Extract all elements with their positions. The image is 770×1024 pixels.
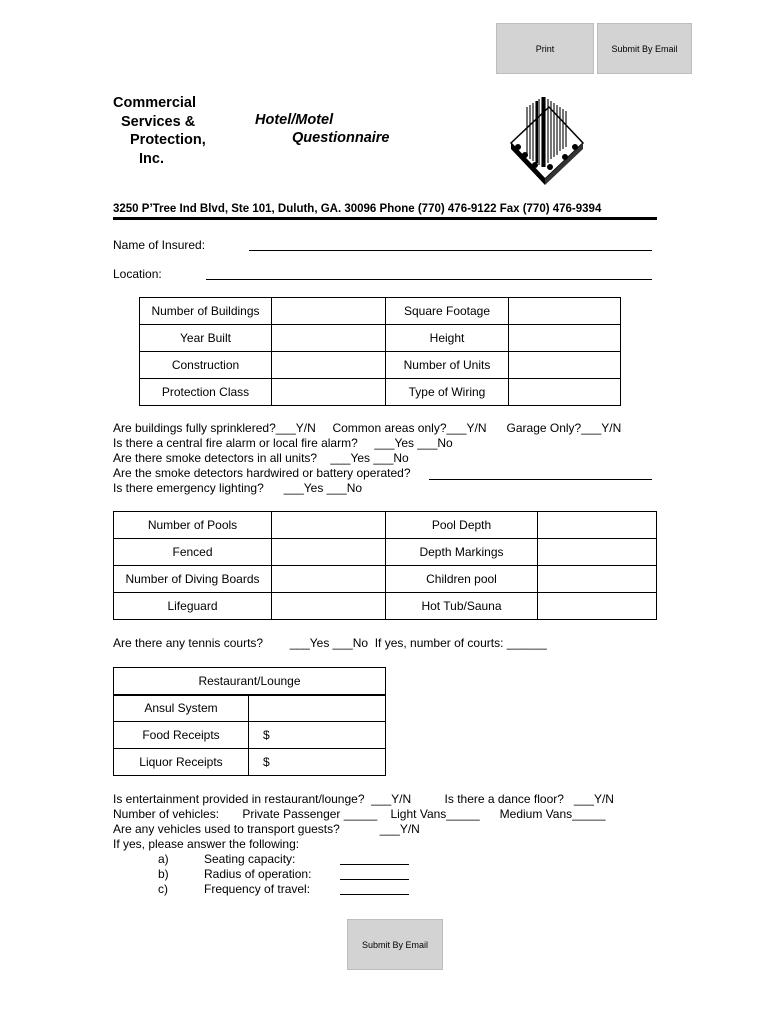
table-input[interactable] [272,512,386,539]
table-label: Height [386,325,509,352]
table-input[interactable] [509,298,621,325]
table-label: Hot Tub/Sauna [386,593,538,620]
submit-by-email-button-bottom[interactable]: Submit By Email [347,919,443,970]
food-receipts-input[interactable]: $ [249,722,386,749]
vehicle-question: Is entertainment provided in restaurant/lounge? ___Y/N Is there a dance floor? ___Y/N [113,792,614,806]
table-input[interactable] [272,325,386,352]
name-of-insured-label: Name of Insured: [113,238,206,252]
liquor-receipts-input[interactable]: $ [249,749,386,776]
table-input[interactable] [272,566,386,593]
building-info-table [139,297,621,406]
ansul-system-input[interactable] [249,695,386,722]
company-name [113,94,206,168]
radius-of-operation-field[interactable] [340,879,409,880]
table-label: Number of Buildings [140,298,272,325]
tennis-question: Are there any tennis courts? ___Yes ___No If yes, number of courts: ______ [113,636,547,650]
submit-by-email-button[interactable]: Submit By Email [597,23,692,74]
seating-capacity-field[interactable] [340,864,409,865]
frequency-of-travel-field[interactable] [340,894,409,895]
table-input[interactable] [272,379,386,406]
smoke-detector-type-field[interactable] [429,479,652,480]
table-input[interactable] [272,539,386,566]
table-input[interactable] [509,325,621,352]
table-input[interactable] [538,539,657,566]
sub-question-letter: a) [158,852,169,866]
fire-question: Is there emergency lighting? ___Yes ___No [113,481,363,495]
table-label: Pool Depth [386,512,538,539]
table-label: Year Built [140,325,272,352]
sub-question-text: Radius of operation: [204,867,312,881]
fire-question: Is there a central fire alarm or local fire alarm? ___Yes ___No [113,436,453,450]
table-label: Food Receipts [114,722,249,749]
table-label: Children pool [386,566,538,593]
table-input[interactable] [538,566,657,593]
restaurant-header: Restaurant/Lounge [114,668,386,695]
table-label: Protection Class [140,379,272,406]
table-input[interactable] [272,352,386,379]
table-label: Construction [140,352,272,379]
location-label: Location: [113,267,162,281]
table-label: Liquor Receipts [114,749,249,776]
table-label: Fenced [114,539,272,566]
sub-question-letter: c) [158,882,168,896]
table-input[interactable] [538,512,657,539]
company-line: Commercial [113,95,197,111]
sub-question-text: Frequency of travel: [204,882,311,896]
company-line: Services & [121,113,196,130]
table-input[interactable] [538,593,657,620]
print-button[interactable]: Print [496,23,594,74]
table-input[interactable] [509,352,621,379]
form-title-line2: Questionnaire [292,130,390,146]
sub-question-letter: b) [158,867,169,881]
table-input[interactable] [272,593,386,620]
table-input[interactable] [509,379,621,406]
form-title-line1: Hotel/Motel [255,112,334,128]
table-label: Number of Units [386,352,509,379]
company-logo [505,93,587,191]
vehicle-question: If yes, please answer the following: [113,837,300,851]
company-line: Inc. [139,150,164,167]
location-field[interactable] [206,279,652,280]
fire-question: Are there smoke detectors in all units? ___Yes ___No [113,451,409,465]
header-divider [113,217,657,220]
company-address: 3250 P’Tree Ind Blvd, Ste 101, Duluth, GA. 30096 Phone (770) 476-9122 Fax (770) 476-9394 [113,203,602,215]
vehicle-question: Number of vehicles: Private Passenger _____ Light Vans_____ Medium Vans_____ [113,807,606,821]
sub-question-text: Seating capacity: [204,852,296,866]
table-label: Number of Pools [114,512,272,539]
pool-info-table [113,511,657,620]
table-label: Number of Diving Boards [114,566,272,593]
table-label: Depth Markings [386,539,538,566]
fire-question: Are the smoke detectors hardwired or battery operated? [113,466,411,480]
table-label: Ansul System [114,695,249,722]
table-input[interactable] [272,298,386,325]
name-of-insured-field[interactable] [249,250,652,251]
table-label: Square Footage [386,298,509,325]
company-line: Protection, [130,132,206,148]
vehicle-question: Are any vehicles used to transport guests? ___Y/N [113,822,420,836]
fire-question: Are buildings fully sprinklered?___Y/N Common areas only?___Y/N Garage Only?___Y/N [113,421,622,435]
restaurant-table [113,667,386,776]
table-label: Lifeguard [114,593,272,620]
table-label: Type of Wiring [386,379,509,406]
